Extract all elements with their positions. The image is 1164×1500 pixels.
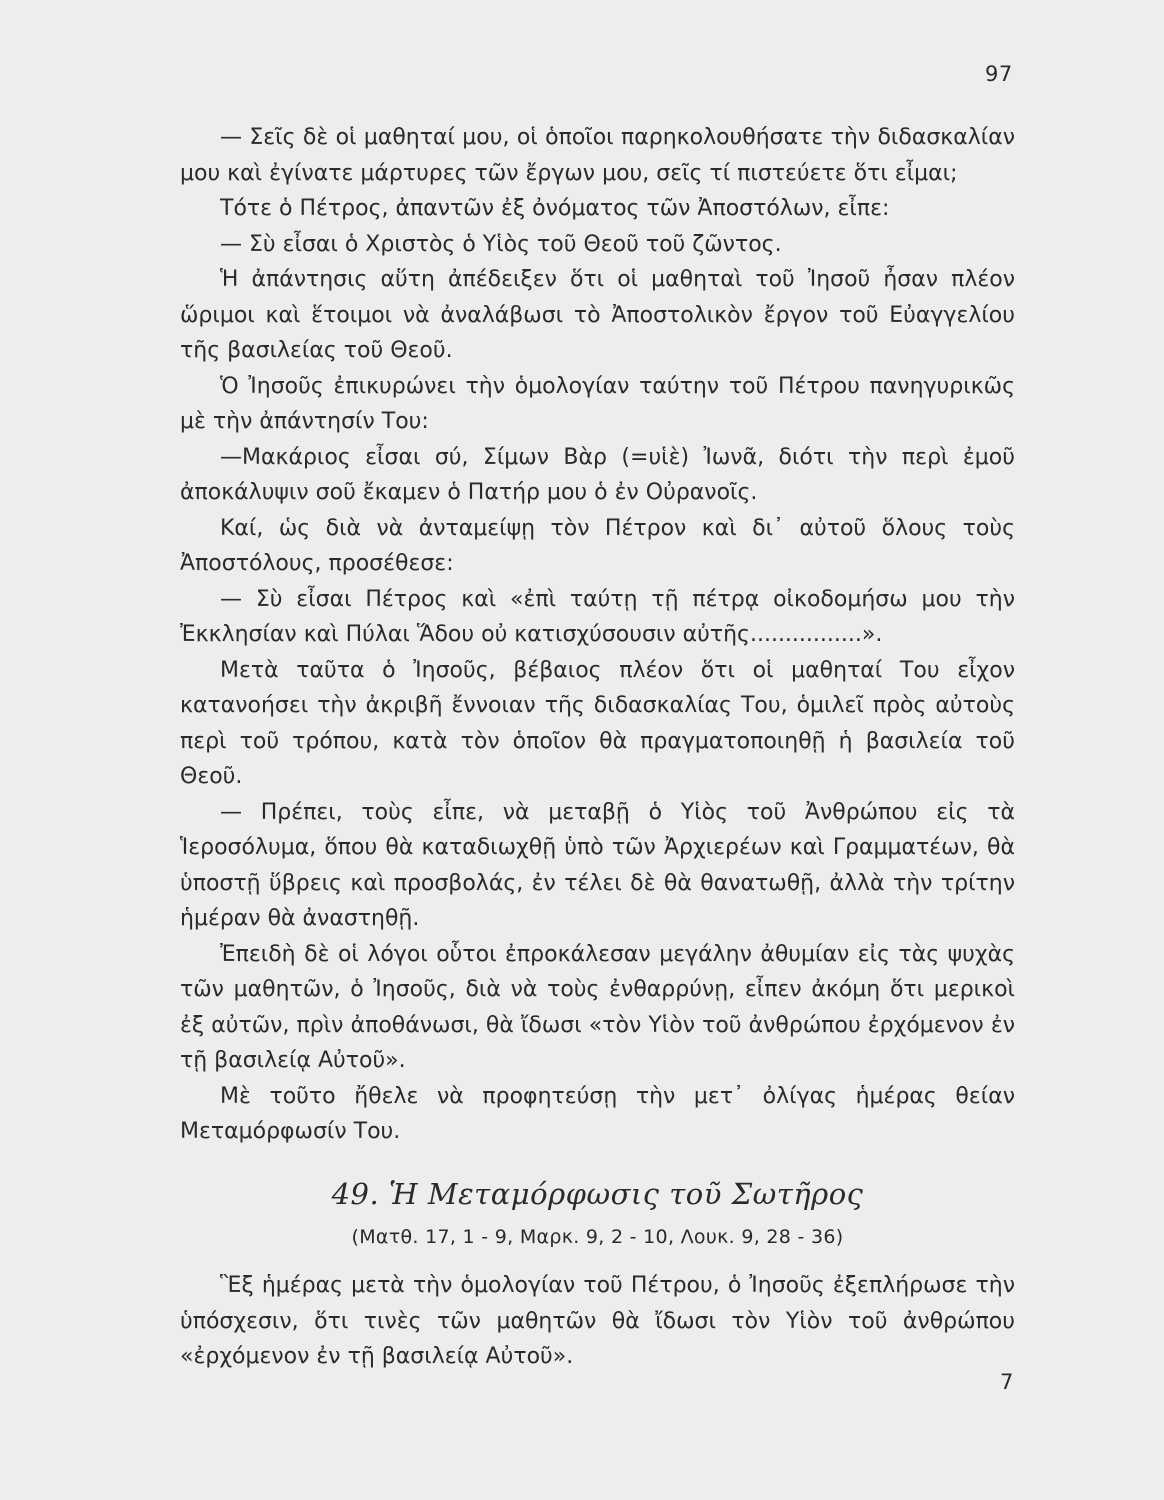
section-text [180,1268,1015,1375]
paragraph: — Πρέπει, τοὺς εἶπε, νὰ μεταβῇ ὁ Υἱὸς τοῦ Ἀνθρώπου εἰς τὰ Ἱεροσόλυμα, ὅπου θὰ καταδιωχθῇ ὑπὸ τῶν Ἀρχιερέων καὶ Γραμματέων, θὰ ὑποστῇ ὕβρεις καὶ προσβολάς, ἐν τέλει δὲ θὰ θανατωθῇ, ἀλλὰ τὴν τρίτην ἡμέραν θὰ ἀναστηθῇ. [180,799,1015,931]
paragraph: Ὁ Ἰησοῦς ἐπικυρώνει τὴν ὁμολογίαν ταύτην τοῦ Πέτρου πανηγυρικῶς μὲ τὴν ἀπάντησίν Του: [180,373,1015,434]
paragraph: Καί, ὡς διὰ νὰ ἀνταμείψῃ τὸν Πέτρον καὶ δι᾿ αὐτοῦ ὅλους τοὺς Ἀποστόλους, προσέθεσε: [180,515,1015,576]
paragraph: —Μακάριος εἶσαι σύ, Σίμων Βὰρ (=υἱὲ) Ἰωνᾶ, διότι τὴν περὶ ἐμοῦ ἀποκάλυψιν σοῦ ἔκαμεν ὁ Πατήρ μου ὁ ἐν Οὐρανοῖς. [180,444,1015,505]
paragraph: — Σὺ εἶσαι Πέτρος καὶ «ἐπὶ ταύτῃ τῇ πέτρᾳ οἰκοδομήσω μου τὴν Ἐκκλησίαν καὶ Πύλαι Ἅδου οὐ κατισχύσουσιν αὐτῆς................». [180,586,1015,647]
signature-mark: 7 [1000,1370,1014,1394]
paragraph: Ἡ ἀπάντησις αὕτη ἀπέδειξεν ὅτι οἱ μαθηταὶ τοῦ Ἰησοῦ ἦσαν πλέον ὥριμοι καὶ ἕτοιμοι νὰ ἀναλάβωσι τὸ Ἀποστολικὸν ἔργον τοῦ Εὐαγγελίου τῆς βασιλείας τοῦ Θεοῦ. [180,267,1015,363]
paragraph: Ἓξ ἡμέρας μετὰ τὴν ὁμολογίαν τοῦ Πέτρου, ὁ Ἰησοῦς ἐξεπλήρωσε τὴν ὑπόσχεσιν, ὅτι τινὲς τῶν μαθητῶν θὰ ἴδωσι τὸν Υἱὸν τοῦ ἀνθρώπου «ἐρχόμενον ἐν τῇ βασιλείᾳ Αὐτοῦ». [180,1273,1015,1369]
paragraph: Μὲ τοῦτο ἤθελε νὰ προφητεύσῃ τὴν μετ᾿ ὀλίγας ἡμέρας θείαν Μεταμόρφωσίν Του. [180,1083,1015,1144]
section-heading: 49. Ἡ Μεταμόρφωσις τοῦ Σωτῆρος [331,1177,864,1211]
paragraph: Τότε ὁ Πέτρος, ἀπαντῶν ἐξ ὀνόματος τῶν Ἀποστόλων, εἶπε: [220,196,890,221]
scripture-reference: (Ματθ. 17, 1 - 9, Μαρκ. 9, 2 - 10, Λουκ. 9, 28 - 36) [351,1226,844,1248]
paragraph: — Σὺ εἶσαι ὁ Χριστὸς ὁ Υἱὸς τοῦ Θεοῦ τοῦ ζῶντος. [220,231,782,257]
paragraph: Ἐπειδὴ δὲ οἱ λόγοι οὗτοι ἐπροκάλεσαν μεγάλην ἀθυμίαν εἰς τὰς ψυχὰς τῶν μαθητῶν, ὁ Ἰησοῦς, διὰ νὰ τοὺς ἐνθαρρύνῃ, εἶπεν ἀκόμη ὅτι μερικοὶ ἐξ αὐτῶν, πρὶν ἀποθάνωσι, θὰ ἴδωσι «τὸν Υἱὸν τοῦ ἀνθρώπου ἐρχόμενον ἐν τῇ βασιλείᾳ Αὐτοῦ». [180,941,1015,1073]
paragraph: Μετὰ ταῦτα ὁ Ἰησοῦς, βέβαιος πλέον ὅτι οἱ μαθηταί Του εἶχον κατανοήσει τὴν ἀκριβῆ ἔννοιαν τῆς διδασκαλίας Του, ὁμιλεῖ πρὸς αὐτοὺς περὶ τοῦ τρόπου, κατὰ τὸν ὁποῖον θὰ πραγματοποιηθῇ ἡ βασιλεία τοῦ Θεοῦ. [180,657,1015,789]
page-number: 97 [985,62,1013,86]
paragraph: — Σεῖς δὲ οἱ μαθηταί μου, οἱ ὁποῖοι παρηκολουθήσατε τὴν διδασκαλίαν μου καὶ ἐγίνατε μάρτυρες τῶν ἔργων μου, σεῖς τί πιστεύετε ὅτι εἶμαι; [180,125,1015,186]
body-text [180,120,1015,1150]
